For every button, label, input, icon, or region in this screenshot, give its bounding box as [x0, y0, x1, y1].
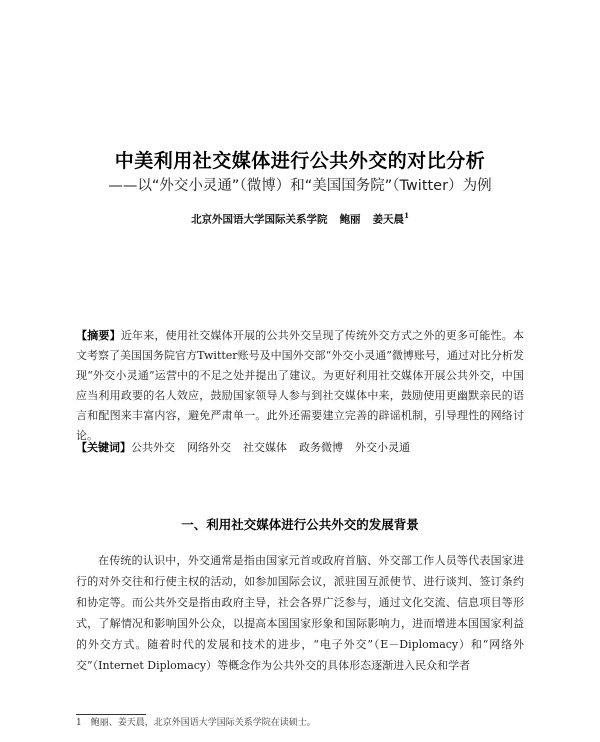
footnote-divider [76, 714, 146, 715]
keyword: 公共外交 [131, 441, 175, 454]
paper-title: 中美利用社交媒体进行公共外交的对比分析 [114, 150, 486, 172]
author-name: 鲍丽 [339, 213, 361, 226]
paper-subtitle: ——以“外交小灵通”（微博）和“美国国务院”（Twitter）为例 [108, 178, 492, 194]
keyword: 政务微博 [299, 441, 343, 454]
abstract-label: 【摘要】 [76, 329, 121, 342]
keyword: 社交媒体 [243, 441, 287, 454]
keyword: 外交小灵通 [355, 441, 410, 454]
author-name: 姜天晨 [372, 213, 405, 226]
keyword: 网络外交 [187, 441, 231, 454]
keywords-label: 【关键词】 [76, 441, 131, 454]
footnote-marker: 1 [404, 211, 409, 220]
section-heading: 一、利用社交媒体进行公共外交的发展背景 [181, 517, 419, 532]
footnote: 1 鲍丽、姜天晨，北京外国语大学国际关系学院在读硕士。 [76, 718, 316, 728]
abstract-text: 近年来，使用社交媒体开展的公共外交呈现了传统外交方式之外的更多可能性。本文考察了美国国务院官方Twitter账号及中国外交部“外交小灵通”微博账号，通过对比分析发现“外交小灵通”运营中的不足之处并提出了建议。为更好利用社交媒体开展公共外交，中国应当利用政要的名人效应，鼓励国家领导人参与到社交媒体中来，鼓励使用更幽默亲民的语言和配图来丰富内容，避免严肃单一。此外还需要建立完善的辟谣机制，引导理性的网络讨论。 [76, 329, 525, 442]
author-line [0, 211, 600, 227]
keywords-block [76, 438, 524, 458]
abstract-block [76, 326, 524, 446]
body-paragraph: 在传统的认识中，外交通常是指由国家元首或政府首脑、外交部工作人员等代表国家进行的对外交往和行使主权的活动，如参加国际会议，派驻国互派使节、进行谈判、签订条约和协定等。而公共外交是指由政府主导，社会各界广泛参与，通过文化交流、信息项目等形式，了解情况和影响国外公众，以提高本国国家形象和国际影响力，进而增进本国国家利益的外交方式。随着时代的发展和技术的进步，“电子外交”（E－Diplomacy）和“网络外交”（Internet Diplomacy）等概念作为公共外交的具体形态逐渐进入民众和学者 [76, 554, 524, 672]
author-affiliation: 北京外国语大学国际关系学院 [191, 213, 328, 226]
